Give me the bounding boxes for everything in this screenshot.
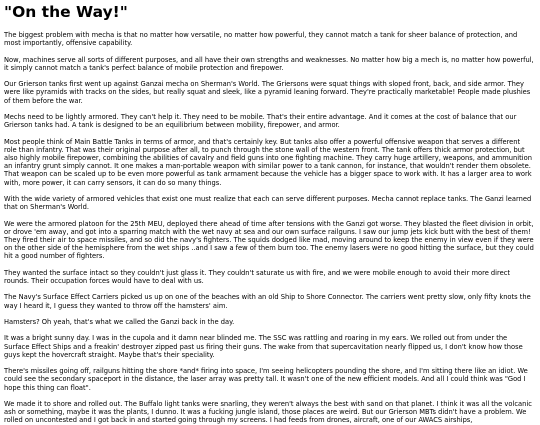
paragraph-6: With the wide variety of armored vehicles that exist one must realize that each can serve different purposes. Mecha cannot replace tanks. The Ganzi learned that on Sherman's World. xyxy=(4,194,532,212)
paragraph-5: Most people think of Main Battle Tanks in terms of armor, and that's certainly key. But tanks also offer a powerful offensive weapon that serves a different role than infantry. That was their original purpose after all, to punch through the stone wall of the western front. The tank offers thick armor protection, but also highly mobile firepower, combining the abilities of cavalry and field guns into one fighting machine. They carry huge artillery, weapons, and ammunition an infantry grunt simply cannot. It one makes a man-portable weapon with similar power to a tank cannon, for instance, that wouldn't render them obsolete. That weapon can be scaled up to be even more powerful as tank armament because the vehicle has a bigger space to work with. It has a larger area to work with, more power, it can carry sensors, it can do so many things. xyxy=(4,137,532,187)
paragraph-11: It was a bright sunny day. I was in the cupola and it damn near blinded me. The SSC was rattling and roaring in my ears. We rolled out from under the Surface Effect Ships and a freakin' destroyer zipped past us firing their guns. The wake from that supercavitation nearly flipped us, I don't know how those guys kept the hovercraft straight. Maybe that's their speciality. xyxy=(4,334,523,359)
paragraph-12: There's missiles going off, railguns hitting the shore *and* firing into space, I'm seeing helicopters pounding the shore, and I'm sitting there like an idiot. We could see the secondary spaceport in the distance, the laser array was pretty tall. It wasn't one of the new efficient models. And all I could think was "God I hope this thing can float". xyxy=(4,367,528,392)
paragraph-7: We were the armored platoon for the 25th MEU, deployed there ahead of time after tensions with the Ganzi got worse. They blasted the fleet division in orbit, or drove 'em away, and got into a sparring match with the wet navy at sea and our own surface railguns. I saw our jump jets kick butt with the best of them! They fired their air to space missiles, and so did the navy's fighters. The squids dodged like mad, moving around to keep the enemy in view even if they were on the other side of the hemisphere from the wet ships ..and I saw a few of them burn too. The enemy lasers were no good hitting the surface, but they could hit a good number of fighters. xyxy=(4,219,534,261)
paragraph-1: The biggest problem with mecha is that no matter how versatile, no matter how powerful, they cannot match a tank for sheer balance of protection, and most importantly, offensive capability. xyxy=(4,31,518,48)
paragraph-8: They wanted the surface intact so they couldn't just glass it. They couldn't saturate us with fire, and we were mobile enough to avoid their more direct rounds. Their occupation forces would have to deal with us. xyxy=(4,268,511,285)
paragraph-9: The Navy's Surface Effect Carriers picked us up on one of the beaches with an old Ship to Shore Connector. The carriers went pretty slow, only fifty knots the way I heard it, I guess they wanted to throw off the hamsters' aim. xyxy=(4,293,531,310)
paragraph-3: Our Grierson tanks first went up against Ganzai mecha on Sherman's World. The Griersons were squat things with sloped front, back, and side armor. They were like pyramids with tracks on the sides, but really squat and sleek, like a pyramid leaning forward. They're practically marketable! People made plushies of them before the war. xyxy=(4,80,531,105)
paragraph-10: Hamsters? Oh yeah, that's what we called the Ganzi back in the day. xyxy=(4,317,235,326)
page-title: "On the Way!" xyxy=(4,3,128,21)
paragraph-13: We made it to shore and rolled out. The Buffalo light tanks were snarling, they weren't always the best with sand on that planet. I think it was all the volcanic ash or something, maybe it was the plants, I dunno. It was a fucking jungle island, those places are weird. But our Grierson MBTs didn't have a problem. We rolled on uncontested and I got back in and started going through my screens. I had feeds from drones, aircraft, one of our AWACS airships, xyxy=(4,399,532,425)
paragraph-4: Mechs need to be lightly armored. They can't help it. They need to be mobile. That's their entire advantage. And it comes at the cost of balance that our Grierson tanks had. A tank is designed to be an equilibrium between mobility, firepower, and armor. xyxy=(4,112,517,130)
paragraph-2: Now, machines serve all sorts of different purposes, and all have their own strengths and weaknesses. No matter how big a mech is, no matter how powerful, it simply cannot match a tank's perfect balance of mobile protection and firepower. xyxy=(4,55,534,72)
